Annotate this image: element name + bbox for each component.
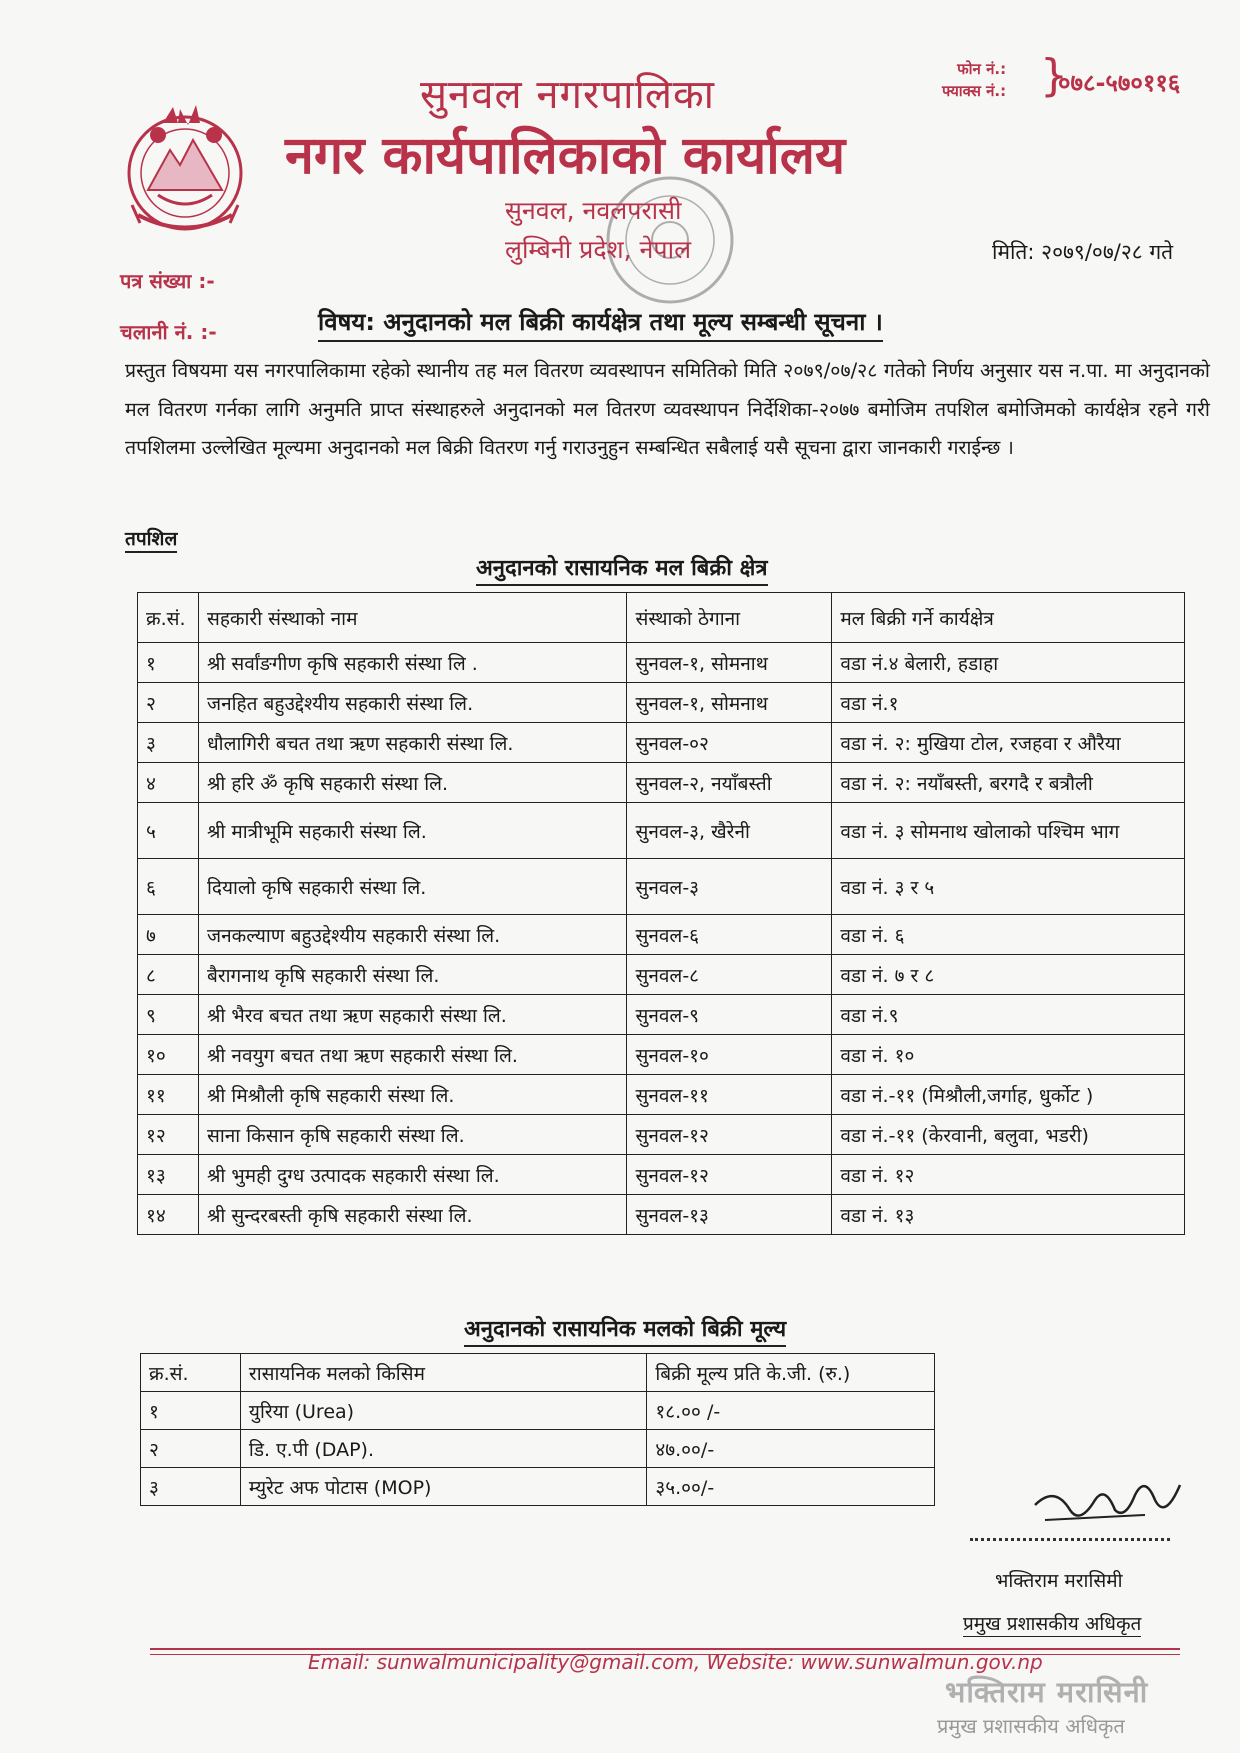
nepal-emblem-icon (118, 95, 253, 240)
serial-cell: ५ (138, 803, 199, 859)
price-table-title: अनुदानको रासायनिक मलको बिक्री मूल्य (464, 1313, 786, 1347)
serial-cell: ६ (138, 859, 199, 915)
price-cell: ३५.००/- (647, 1468, 935, 1506)
signer-title: प्रमुख प्रशासकीय अधिकृत (963, 1610, 1141, 1637)
sales-area-cell: वडा नं.-११ (मिश्रौली,जर्गाह, धुर्कोट ) (832, 1075, 1185, 1115)
org-address-cell: सुनवल-८ (627, 955, 832, 995)
office-title: नगर कार्यपालिकाको कार्यालय (285, 126, 846, 186)
header-cell: मल बिक्री गर्ने कार्यक्षेत्र (832, 593, 1185, 643)
header-cell: रासायनिक मलको किसिम (240, 1354, 646, 1392)
org-name-cell: श्री भैरव बचत तथा ऋण सहकारी संस्था लि. (198, 995, 627, 1035)
serial-cell: ४ (138, 763, 199, 803)
sales-area-cell: वडा नं.४ बेलारी, हडाहा (832, 643, 1185, 683)
serial-cell: ७ (138, 915, 199, 955)
serial-cell: ८ (138, 955, 199, 995)
table-row (138, 859, 1185, 915)
subject-line: विषय: अनुदानको मल बिक्री कार्यक्षेत्र तथा मूल्य सम्बन्धी सूचना । (318, 305, 883, 342)
org-name-cell: श्री हरि ॐ कृषि सहकारी संस्था लि. (198, 763, 627, 803)
org-name-cell: साना किसान कृषि सहकारी संस्था लि. (198, 1115, 627, 1155)
org-address-cell: सुनवल-९ (627, 995, 832, 1035)
table-row (138, 995, 1185, 1035)
header-cell: सहकारी संस्थाको नाम (198, 593, 627, 643)
org-name-cell: श्री सुन्दरबस्ती कृषि सहकारी संस्था लि. (198, 1195, 627, 1235)
sales-area-cell: वडा नं. ६ (832, 915, 1185, 955)
org-name-cell: दियालो कृषि सहकारी संस्था लि. (198, 859, 627, 915)
table-row (138, 803, 1185, 859)
table-row (138, 723, 1185, 763)
table-row (138, 683, 1185, 723)
org-address-cell: सुनवल-२, नयाँबस्ती (627, 763, 832, 803)
phone-number: ०७८-५७०११६ (1058, 69, 1181, 97)
sales-area-cell: वडा नं. ७ र ८ (832, 955, 1185, 995)
table-row (138, 643, 1185, 683)
sales-area-cell: वडा नं.९ (832, 995, 1185, 1035)
address-line-2: लुम्बिनी प्रदेश, नेपाल (505, 235, 692, 264)
org-address-cell: सुनवल-१२ (627, 1155, 832, 1195)
handwritten-signature (1025, 1465, 1185, 1535)
letter-date: मिति: २०७९/०७/२८ गते (992, 240, 1174, 264)
serial-cell: १२ (138, 1115, 199, 1155)
fertilizer-type-cell: डि. ए.पी (DAP). (240, 1430, 646, 1468)
header-cell: संस्थाको ठेगाना (627, 593, 832, 643)
serial-cell: ९ (138, 995, 199, 1035)
serial-cell: ३ (141, 1468, 241, 1506)
patra-sankhya-label: पत्र संख्या :- (120, 269, 215, 293)
header-cell: क्र.सं. (138, 593, 199, 643)
sales-area-cell: वडा नं.-११ (केरवानी, बलुवा, भडरी) (832, 1115, 1185, 1155)
title-stamp: प्रमुख प्रशासकीय अधिकृत (937, 1714, 1125, 1738)
fertilizer-type-cell: युरिया (Urea) (240, 1392, 646, 1430)
phone-labels (942, 58, 1006, 102)
org-name-cell: श्री मिश्रौली कृषि सहकारी संस्था लि. (198, 1075, 627, 1115)
serial-cell: ३ (138, 723, 199, 763)
table-row (141, 1430, 935, 1468)
org-name-cell: श्री मात्रीभूमि सहकारी संस्था लि. (198, 803, 627, 859)
sales-area-cell: वडा नं. १३ (832, 1195, 1185, 1235)
table-row (138, 915, 1185, 955)
serial-cell: १४ (138, 1195, 199, 1235)
header-cell: क्र.सं. (141, 1354, 241, 1392)
org-name-cell: श्री सर्वांङगीण कृषि सहकारी संस्था लि . (198, 643, 627, 683)
table-row (138, 1115, 1185, 1155)
sales-area-cell: वडा नं. १२ (832, 1155, 1185, 1195)
org-address-cell: सुनवल-१२ (627, 1115, 832, 1155)
table-row (138, 1155, 1185, 1195)
table-row (141, 1392, 935, 1430)
table-header-row (141, 1354, 935, 1392)
fax-label: फ्याक्स नं.: (942, 82, 1007, 100)
sales-area-cell: वडा नं. २: मुखिया टोल, रजहवा र औरैया (832, 723, 1185, 763)
org-address-cell: सुनवल-११ (627, 1075, 832, 1115)
org-address-cell: सुनवल-१३ (627, 1195, 832, 1235)
signer-name: भक्तिराम मरासिमी (995, 1570, 1123, 1592)
name-stamp: भक्तिराम मरासिनी (945, 1675, 1149, 1709)
org-address-cell: सुनवल-३ (627, 859, 832, 915)
org-name-cell: श्री भुमही दुग्ध उत्पादक सहकारी संस्था लि. (198, 1155, 627, 1195)
footer-contact: Email: sunwalmunicipality@gmail.com, Website: www.sunwalmun.gov.np (308, 1650, 1043, 1674)
sales-area-table-title: अनुदानको रासायनिक मल बिक्री क्षेत्र (476, 552, 768, 586)
org-address-cell: सुनवल-३, खैरेनी (627, 803, 832, 859)
serial-cell: १ (138, 643, 199, 683)
sales-area-cell: वडा नं. ३ सोमनाथ खोलाको पश्चिम भाग (832, 803, 1185, 859)
serial-cell: २ (138, 683, 199, 723)
fertilizer-type-cell: म्युरेट अफ पोटास (MOP) (240, 1468, 646, 1506)
address-line-1: सुनवल, नवलपरासी (505, 196, 682, 225)
sales-area-cell: वडा नं.१ (832, 683, 1185, 723)
sales-area-cell: वडा नं. १० (832, 1035, 1185, 1075)
serial-cell: ११ (138, 1075, 199, 1115)
sales-area-cell: वडा नं. ३ र ५ (832, 859, 1185, 915)
serial-cell: १ (141, 1392, 241, 1430)
org-name-cell: श्री नवयुग बचत तथा ऋण सहकारी संस्था लि. (198, 1035, 627, 1075)
org-address-cell: सुनवल-१० (627, 1035, 832, 1075)
org-name-cell: जनकल्याण बहुउद्देश्यीय सहकारी संस्था लि. (198, 915, 627, 955)
notice-body: प्रस्तुत विषयमा यस नगरपालिकामा रहेको स्थानीय तह मल वितरण व्यवस्थापन समितिको मिति २०७९/०७/२८ गतेको निर्णय अनुसार यस न.पा. मा अनुदानको मल वितरण गर्नका लागि अनुमति प्राप्त संस्थाहरुले अनुदानको मल वितरण व्यवस्थापन निर्देशिका-२०७७ बमोजिम तपशिल बमोजिमको कार्यक्षेत्र रहने गरी तपशिलमा उल्लेखित मूल्यमा अनुदानको मल बिक्री वितरण गर्नु गराउनुहुन सम्बन्धित सबैलाई यसै सूचना द्वारा जानकारी गराईन्छ । (125, 359, 1210, 459)
org-name-cell: बैरागनाथ कृषि सहकारी संस्था लि. (198, 955, 627, 995)
table-row (138, 763, 1185, 803)
chalani-label: चलानी नं. :- (120, 320, 217, 344)
org-name-cell: जनहित बहुउद्देश्यीय सहकारी संस्था लि. (198, 683, 627, 723)
table-row (138, 955, 1185, 995)
price-cell: १८.०० /- (647, 1392, 935, 1430)
serial-cell: १३ (138, 1155, 199, 1195)
table-row (138, 1035, 1185, 1075)
org-address-cell: सुनवल-१, सोमनाथ (627, 683, 832, 723)
table-row (141, 1468, 935, 1506)
table-row (138, 1075, 1185, 1115)
org-name-cell: धौलागिरी बचत तथा ऋण सहकारी संस्था लि. (198, 723, 627, 763)
sales-area-table (137, 592, 1185, 1235)
header-cell: बिक्री मूल्य प्रति के.जी. (रु.) (647, 1354, 935, 1392)
org-address-cell: सुनवल-१, सोमनाथ (627, 643, 832, 683)
price-table (140, 1353, 935, 1506)
sales-area-cell: वडा नं. २: नयाँबस्ती, बरगदै र बत्रौली (832, 763, 1185, 803)
org-address-cell: सुनवल-६ (627, 915, 832, 955)
price-cell: ४७.००/- (647, 1430, 935, 1468)
table-row (138, 1195, 1185, 1235)
serial-cell: १० (138, 1035, 199, 1075)
org-address-cell: सुनवल-०२ (627, 723, 832, 763)
phone-label: फोन नं.: (957, 60, 1007, 78)
table-header-row (138, 593, 1185, 643)
municipality-name: सुनवल नगरपालिका (420, 72, 716, 118)
tapashil-heading: तपशिल (125, 525, 177, 553)
signature-line (970, 1538, 1170, 1541)
brace-glyph: } (1040, 50, 1068, 101)
serial-cell: २ (141, 1430, 241, 1468)
